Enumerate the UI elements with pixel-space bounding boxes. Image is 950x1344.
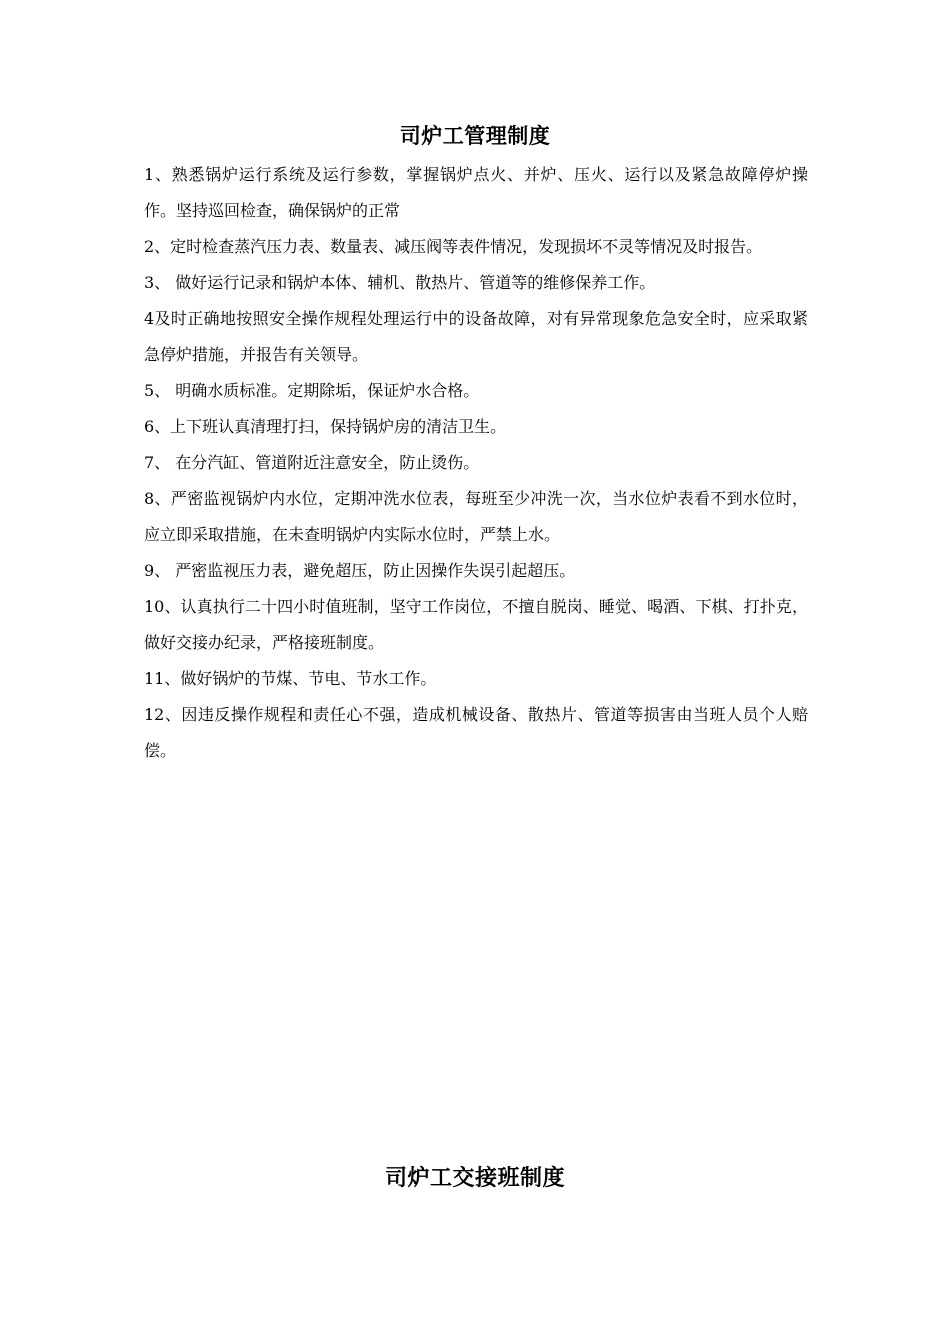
rule-item-6: 6、上下班认真清理打扫，保持锅炉房的清洁卫生。 (144, 417, 507, 436)
section-title-handover: 司炉工交接班制度 (384, 1165, 565, 1191)
rule-item-4: 4及时正确地按照安全操作规程处理运行中的设备故障，对有异常现象危急安全时，应采取紧急停炉措施，并报告有关领导。 (144, 309, 808, 364)
rule-item-1: 1、熟悉锅炉运行系统及运行参数，掌握锅炉点火、并炉、压火、运行以及紧急故障停炉操作。坚持巡回检查，确保锅炉的正常 (144, 165, 808, 220)
rule-item-9: 9、 严密监视压力表，避免超压，防止因操作失误引起超压。 (144, 561, 576, 580)
rules-list (144, 157, 808, 769)
rule-item-3: 3、 做好运行记录和锅炉本体、辅机、散热片、管道等的维修保养工作。 (144, 273, 656, 292)
rule-item-2: 2、定时检查蒸汽压力表、数量表、减压阀等表件情况，发现损坏不灵等情况及时报告。 (144, 237, 763, 256)
rule-item-10: 10、认真执行二十四小时值班制，坚守工作岗位，不擅自脱岗、睡觉、喝酒、下棋、打扑克，做好交接办纪录，严格接班制度。 (144, 597, 808, 652)
rule-item-12: 12、因违反操作规程和责任心不强，造成机械设备、散热片、管道等损害由当班人员个人赔偿。 (144, 705, 808, 760)
document-title: 司炉工管理制度 (399, 123, 551, 148)
rule-item-11: 11、做好锅炉的节煤、节电、节水工作。 (144, 669, 437, 688)
rule-item-8: 8、严密监视锅炉内水位，定期冲洗水位表，每班至少冲洗一次，当水位炉表看不到水位时，应立即采取措施，在未查明锅炉内实际水位时，严禁上水。 (144, 489, 808, 544)
rule-item-5: 5、 明确水质标准。定期除垢，保证炉水合格。 (144, 381, 480, 400)
rule-item-7: 7、 在分汽缸、管道附近注意安全，防止烫伤。 (144, 453, 480, 472)
